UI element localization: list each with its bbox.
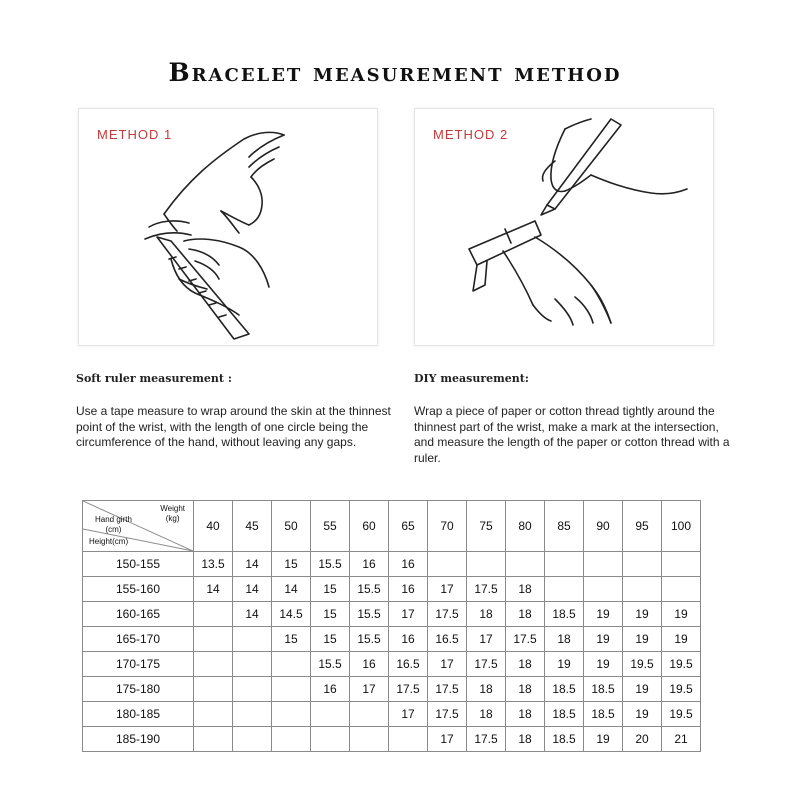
girth-value-cell: 15 <box>272 552 311 577</box>
girth-value-cell: 15 <box>311 577 350 602</box>
girth-value-cell: 21 <box>662 727 701 752</box>
girth-value-cell: 16.5 <box>389 652 428 677</box>
height-range-cell: 150-155 <box>83 552 194 577</box>
weight-header-cell: 80 <box>506 501 545 552</box>
girth-value-cell: 18 <box>467 677 506 702</box>
height-range-cell: 175-180 <box>83 677 194 702</box>
weight-header-cell: 60 <box>350 501 389 552</box>
table-row <box>83 627 701 652</box>
girth-value-cell <box>233 727 272 752</box>
girth-value-cell: 17 <box>467 627 506 652</box>
table-row <box>83 677 701 702</box>
girth-value-cell: 16 <box>311 677 350 702</box>
girth-value-cell: 19.5 <box>662 677 701 702</box>
girth-value-cell <box>584 577 623 602</box>
girth-value-cell <box>272 727 311 752</box>
method-1-label: METHOD 1 <box>97 127 173 142</box>
weight-header-cell: 70 <box>428 501 467 552</box>
paper-strip-wrist-illustration <box>415 109 713 345</box>
girth-value-cell: 14 <box>272 577 311 602</box>
girth-value-cell: 17.5 <box>467 652 506 677</box>
girth-value-cell: 19.5 <box>623 652 662 677</box>
girth-value-cell <box>194 727 233 752</box>
height-range-cell: 155-160 <box>83 577 194 602</box>
diy-title: DIY measurement: <box>414 372 529 385</box>
girth-unit-text: (cm) <box>105 525 122 534</box>
girth-value-cell: 18.5 <box>545 727 584 752</box>
girth-value-cell: 18 <box>506 577 545 602</box>
girth-value-cell: 18.5 <box>584 702 623 727</box>
girth-value-cell <box>233 677 272 702</box>
girth-value-cell: 19.5 <box>662 702 701 727</box>
girth-value-cell: 15 <box>311 627 350 652</box>
girth-value-cell <box>662 552 701 577</box>
girth-value-cell <box>623 577 662 602</box>
table-header-row <box>83 501 701 552</box>
method-1-panel <box>78 108 378 346</box>
girth-value-cell <box>428 552 467 577</box>
girth-value-cell: 16 <box>389 552 428 577</box>
girth-value-cell <box>194 602 233 627</box>
girth-value-cell <box>272 652 311 677</box>
girth-value-cell: 18.5 <box>584 677 623 702</box>
girth-value-cell <box>194 677 233 702</box>
soft-ruler-description: Use a tape measure to wrap around the skin at the thinnest point of the wrist, with the length of one circle being the circumference of the hand, without leaving any gaps. <box>76 404 391 449</box>
girth-value-cell: 17.5 <box>428 702 467 727</box>
girth-value-cell: 19 <box>584 627 623 652</box>
girth-value-cell <box>233 627 272 652</box>
height-range-cell: 170-175 <box>83 652 194 677</box>
height-range-cell: 180-185 <box>83 702 194 727</box>
girth-value-cell: 17.5 <box>467 577 506 602</box>
table-row <box>83 552 701 577</box>
girth-value-cell: 15.5 <box>311 652 350 677</box>
girth-value-cell: 18.5 <box>545 702 584 727</box>
table-row <box>83 727 701 752</box>
girth-value-cell: 15 <box>272 627 311 652</box>
girth-value-cell: 18 <box>506 602 545 627</box>
girth-value-cell: 19 <box>623 677 662 702</box>
weight-header-cell: 85 <box>545 501 584 552</box>
girth-value-cell: 16 <box>350 552 389 577</box>
girth-value-cell: 18 <box>506 702 545 727</box>
corner-girth-label <box>95 515 132 535</box>
girth-value-cell <box>233 652 272 677</box>
girth-value-cell: 15.5 <box>350 602 389 627</box>
weight-header-cell: 40 <box>194 501 233 552</box>
girth-value-cell: 18 <box>467 602 506 627</box>
girth-value-cell: 17.5 <box>428 677 467 702</box>
girth-value-cell <box>350 702 389 727</box>
girth-value-cell: 19.5 <box>662 652 701 677</box>
girth-value-cell <box>272 702 311 727</box>
size-chart-table <box>82 500 701 752</box>
girth-value-cell: 17 <box>350 677 389 702</box>
girth-value-cell: 13.5 <box>194 552 233 577</box>
weight-header-cell: 55 <box>311 501 350 552</box>
girth-value-cell: 20 <box>623 727 662 752</box>
girth-value-cell: 14 <box>233 552 272 577</box>
girth-value-cell <box>467 552 506 577</box>
girth-value-cell <box>506 552 545 577</box>
girth-value-cell: 17.5 <box>506 627 545 652</box>
table-row <box>83 577 701 602</box>
weight-header-cell: 75 <box>467 501 506 552</box>
girth-value-cell: 17 <box>389 602 428 627</box>
corner-weight-label <box>160 504 185 524</box>
girth-value-cell <box>662 577 701 602</box>
girth-value-cell: 19 <box>623 602 662 627</box>
girth-value-cell: 18 <box>506 677 545 702</box>
page-title: Bracelet measurement method <box>168 58 622 87</box>
girth-value-cell <box>194 702 233 727</box>
girth-value-cell <box>389 727 428 752</box>
diy-description: Wrap a piece of paper or cotton thread tightly around the thinnest part of the wrist, make a mark at the intersection, and measure the length of the paper or cotton thread with a ruler. <box>414 404 730 465</box>
girth-value-cell: 17.5 <box>428 602 467 627</box>
girth-value-cell: 19 <box>623 702 662 727</box>
girth-value-cell: 16 <box>350 652 389 677</box>
height-range-cell: 185-190 <box>83 727 194 752</box>
girth-value-cell <box>545 577 584 602</box>
girth-value-cell: 19 <box>662 627 701 652</box>
girth-value-cell: 19 <box>584 727 623 752</box>
weight-header-cell: 65 <box>389 501 428 552</box>
girth-value-cell: 19 <box>584 652 623 677</box>
girth-value-cell: 19 <box>584 602 623 627</box>
weight-header-cell: 50 <box>272 501 311 552</box>
girth-value-cell: 15.5 <box>311 552 350 577</box>
girth-value-cell: 17 <box>428 727 467 752</box>
girth-value-cell <box>350 727 389 752</box>
girth-value-cell: 15 <box>311 602 350 627</box>
girth-value-cell: 18 <box>506 652 545 677</box>
weight-header-cell: 90 <box>584 501 623 552</box>
table-row <box>83 602 701 627</box>
table-corner-cell <box>83 501 194 552</box>
girth-value-cell <box>194 652 233 677</box>
height-range-cell: 160-165 <box>83 602 194 627</box>
girth-value-cell <box>623 552 662 577</box>
girth-value-cell: 16 <box>389 577 428 602</box>
girth-value-cell: 17 <box>428 652 467 677</box>
soft-ruler-title: Soft ruler measurement : <box>76 372 232 385</box>
girth-value-cell <box>272 677 311 702</box>
girth-value-cell: 15.5 <box>350 627 389 652</box>
girth-value-cell: 16.5 <box>428 627 467 652</box>
girth-value-cell: 19 <box>545 652 584 677</box>
girth-value-cell: 14 <box>194 577 233 602</box>
girth-value-cell: 18 <box>545 627 584 652</box>
weight-header-cell: 100 <box>662 501 701 552</box>
table-row <box>83 652 701 677</box>
weight-text: Weight <box>160 504 185 513</box>
girth-value-cell: 14.5 <box>272 602 311 627</box>
girth-value-cell: 18.5 <box>545 677 584 702</box>
method-2-label: METHOD 2 <box>433 127 509 142</box>
girth-value-cell <box>545 552 584 577</box>
girth-value-cell: 17.5 <box>467 727 506 752</box>
girth-value-cell: 17.5 <box>389 677 428 702</box>
girth-value-cell <box>194 627 233 652</box>
girth-value-cell: 19 <box>623 627 662 652</box>
weight-unit-text: (kg) <box>165 514 180 523</box>
tape-measure-wrist-illustration <box>79 109 377 345</box>
girth-value-cell: 18 <box>467 702 506 727</box>
girth-value-cell: 16 <box>389 627 428 652</box>
corner-height-label: Height(cm) <box>89 537 129 546</box>
girth-value-cell: 18 <box>506 727 545 752</box>
girth-value-cell <box>584 552 623 577</box>
girth-value-cell <box>311 727 350 752</box>
girth-value-cell <box>311 702 350 727</box>
girth-value-cell: 17 <box>428 577 467 602</box>
girth-value-cell: 17 <box>389 702 428 727</box>
girth-value-cell: 19 <box>662 602 701 627</box>
girth-value-cell: 18.5 <box>545 602 584 627</box>
height-range-cell: 165-170 <box>83 627 194 652</box>
girth-value-cell: 15.5 <box>350 577 389 602</box>
girth-value-cell: 14 <box>233 577 272 602</box>
weight-header-cell: 45 <box>233 501 272 552</box>
weight-header-cell: 95 <box>623 501 662 552</box>
girth-value-cell <box>233 702 272 727</box>
girth-text: Hand girth <box>95 515 132 524</box>
table-row <box>83 702 701 727</box>
girth-value-cell: 14 <box>233 602 272 627</box>
method-2-panel <box>414 108 714 346</box>
